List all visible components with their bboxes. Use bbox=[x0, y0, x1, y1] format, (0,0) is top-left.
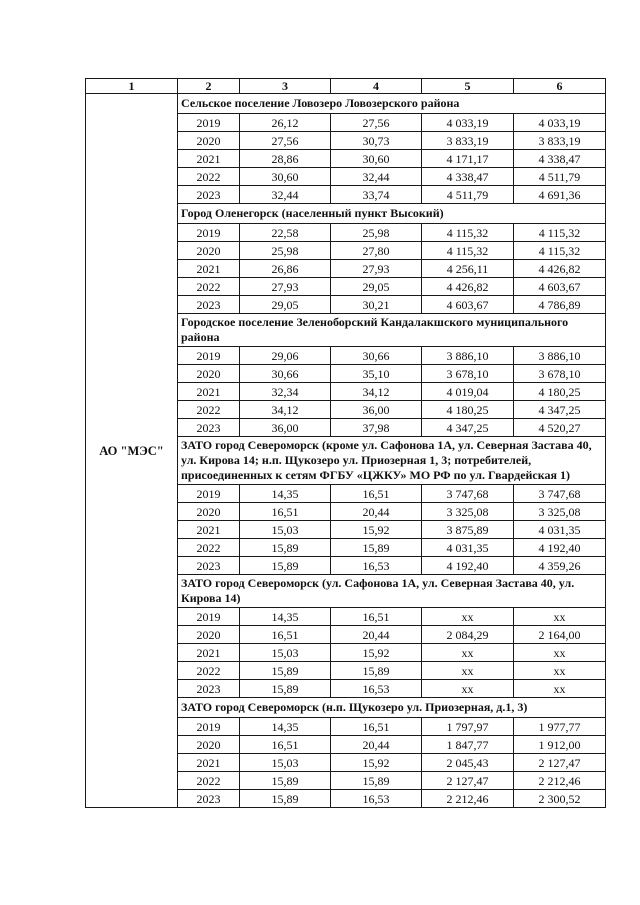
value-cell: 2 045,43 bbox=[422, 754, 514, 772]
value-cell: 16,51 bbox=[240, 503, 331, 521]
year-cell: 2019 bbox=[178, 347, 240, 365]
value-cell: 33,74 bbox=[331, 186, 422, 204]
year-cell: 2020 bbox=[178, 626, 240, 644]
value-cell: 15,92 bbox=[331, 754, 422, 772]
value-cell: 16,51 bbox=[331, 718, 422, 736]
value-cell: 4 338,47 bbox=[514, 150, 606, 168]
value-cell: 2 127,47 bbox=[514, 754, 606, 772]
value-cell: 4 786,89 bbox=[514, 296, 606, 314]
column-header: 2 bbox=[178, 79, 240, 94]
year-cell: 2019 bbox=[178, 114, 240, 132]
tariff-table bbox=[85, 78, 606, 808]
value-cell: 36,00 bbox=[331, 401, 422, 419]
value-cell: 37,98 bbox=[331, 419, 422, 437]
value-cell: 3 875,89 bbox=[422, 521, 514, 539]
column-header: 4 bbox=[331, 79, 422, 94]
value-cell: 4 180,25 bbox=[422, 401, 514, 419]
value-cell: 28,86 bbox=[240, 150, 331, 168]
value-cell: 2 212,46 bbox=[514, 772, 606, 790]
year-cell: 2021 bbox=[178, 383, 240, 401]
value-cell: 3 678,10 bbox=[422, 365, 514, 383]
value-cell: 4 426,82 bbox=[514, 260, 606, 278]
value-cell: 25,98 bbox=[240, 242, 331, 260]
value-cell: 4 347,25 bbox=[514, 401, 606, 419]
year-cell: 2021 bbox=[178, 644, 240, 662]
value-cell: 30,66 bbox=[331, 347, 422, 365]
year-cell: 2022 bbox=[178, 772, 240, 790]
year-cell: 2020 bbox=[178, 242, 240, 260]
value-cell: 20,44 bbox=[331, 736, 422, 754]
column-header: 6 bbox=[514, 79, 606, 94]
value-cell: 4 171,17 bbox=[422, 150, 514, 168]
value-cell: 4 511,79 bbox=[514, 168, 606, 186]
value-cell: 4 115,32 bbox=[422, 242, 514, 260]
value-cell: 15,89 bbox=[240, 790, 331, 808]
value-cell: 4 347,25 bbox=[422, 419, 514, 437]
value-cell: 15,89 bbox=[240, 557, 331, 575]
value-cell: 15,92 bbox=[331, 644, 422, 662]
value-cell: 30,66 bbox=[240, 365, 331, 383]
value-cell: 3 325,08 bbox=[422, 503, 514, 521]
value-cell: 1 977,77 bbox=[514, 718, 606, 736]
value-cell: хх bbox=[422, 680, 514, 698]
value-cell: 25,98 bbox=[331, 224, 422, 242]
year-cell: 2020 bbox=[178, 365, 240, 383]
year-cell: 2020 bbox=[178, 132, 240, 150]
section-title: ЗАТО город Североморск (ул. Сафонова 1А, ул. Северная Застава 40, ул. Кирова 14) bbox=[178, 575, 606, 608]
value-cell: 22,58 bbox=[240, 224, 331, 242]
year-cell: 2022 bbox=[178, 278, 240, 296]
value-cell: 15,89 bbox=[331, 539, 422, 557]
value-cell: 3 747,68 bbox=[514, 485, 606, 503]
value-cell: 4 115,32 bbox=[422, 224, 514, 242]
year-cell: 2023 bbox=[178, 419, 240, 437]
value-cell: 4 115,32 bbox=[514, 242, 606, 260]
value-cell: 3 747,68 bbox=[422, 485, 514, 503]
value-cell: 4 603,67 bbox=[514, 278, 606, 296]
value-cell: 4 019,04 bbox=[422, 383, 514, 401]
value-cell: 30,60 bbox=[240, 168, 331, 186]
value-cell: 34,12 bbox=[331, 383, 422, 401]
value-cell: 3 886,10 bbox=[514, 347, 606, 365]
year-cell: 2021 bbox=[178, 260, 240, 278]
value-cell: 14,35 bbox=[240, 718, 331, 736]
year-cell: 2023 bbox=[178, 186, 240, 204]
value-cell: 4 256,11 bbox=[422, 260, 514, 278]
year-cell: 2023 bbox=[178, 680, 240, 698]
value-cell: хх bbox=[422, 608, 514, 626]
value-cell: 34,12 bbox=[240, 401, 331, 419]
value-cell: хх bbox=[514, 680, 606, 698]
value-cell: 15,03 bbox=[240, 754, 331, 772]
year-cell: 2020 bbox=[178, 503, 240, 521]
value-cell: 3 325,08 bbox=[514, 503, 606, 521]
value-cell: 15,89 bbox=[240, 662, 331, 680]
value-cell: 15,89 bbox=[331, 662, 422, 680]
value-cell: 16,51 bbox=[331, 608, 422, 626]
section-title: Сельское поселение Ловозеро Ловозерского района bbox=[178, 94, 606, 114]
value-cell: 15,89 bbox=[240, 539, 331, 557]
value-cell: 4 192,40 bbox=[422, 557, 514, 575]
value-cell: 35,10 bbox=[331, 365, 422, 383]
value-cell: 30,73 bbox=[331, 132, 422, 150]
value-cell: 2 164,00 bbox=[514, 626, 606, 644]
column-header: 5 bbox=[422, 79, 514, 94]
year-cell: 2023 bbox=[178, 296, 240, 314]
organization-name: АО "МЭС" bbox=[86, 94, 178, 808]
value-cell: 14,35 bbox=[240, 485, 331, 503]
value-cell: 15,89 bbox=[240, 772, 331, 790]
column-header: 1 bbox=[86, 79, 178, 94]
value-cell: 14,35 bbox=[240, 608, 331, 626]
section-row bbox=[86, 94, 606, 114]
year-cell: 2019 bbox=[178, 224, 240, 242]
year-cell: 2023 bbox=[178, 557, 240, 575]
value-cell: 27,80 bbox=[331, 242, 422, 260]
year-cell: 2022 bbox=[178, 539, 240, 557]
value-cell: 1 912,00 bbox=[514, 736, 606, 754]
value-cell: 3 833,19 bbox=[514, 132, 606, 150]
value-cell: 16,51 bbox=[240, 736, 331, 754]
value-cell: 20,44 bbox=[331, 503, 422, 521]
value-cell: 4 338,47 bbox=[422, 168, 514, 186]
section-title: ЗАТО город Североморск (кроме ул. Сафонова 1А, ул. Северная Застава 40, ул. Кирова 14; н.п. Щукозеро ул. Приозерная 1, 3; потребителей, присоединенных к сетям ФГБУ «ЦЖКУ» МО РФ по ул. Гвардейская 1) bbox=[178, 437, 606, 485]
value-cell: 26,12 bbox=[240, 114, 331, 132]
value-cell: 4 033,19 bbox=[422, 114, 514, 132]
value-cell: 29,05 bbox=[331, 278, 422, 296]
value-cell: хх bbox=[514, 662, 606, 680]
value-cell: хх bbox=[514, 644, 606, 662]
value-cell: 4 603,67 bbox=[422, 296, 514, 314]
year-cell: 2021 bbox=[178, 521, 240, 539]
value-cell: 20,44 bbox=[331, 626, 422, 644]
value-cell: 27,56 bbox=[240, 132, 331, 150]
year-cell: 2019 bbox=[178, 718, 240, 736]
year-cell: 2022 bbox=[178, 401, 240, 419]
value-cell: 27,93 bbox=[240, 278, 331, 296]
value-cell: 27,56 bbox=[331, 114, 422, 132]
value-cell: 1 797,97 bbox=[422, 718, 514, 736]
section-title: ЗАТО город Североморск (н.п. Щукозеро ул. Приозерная, д.1, 3) bbox=[178, 698, 606, 718]
year-cell: 2022 bbox=[178, 168, 240, 186]
value-cell: 36,00 bbox=[240, 419, 331, 437]
value-cell: хх bbox=[422, 644, 514, 662]
value-cell: 4 359,26 bbox=[514, 557, 606, 575]
value-cell: 30,21 bbox=[331, 296, 422, 314]
value-cell: 3 833,19 bbox=[422, 132, 514, 150]
value-cell: 32,34 bbox=[240, 383, 331, 401]
value-cell: 15,89 bbox=[331, 772, 422, 790]
value-cell: 15,89 bbox=[240, 680, 331, 698]
year-cell: 2019 bbox=[178, 485, 240, 503]
value-cell: 1 847,77 bbox=[422, 736, 514, 754]
value-cell: 2 127,47 bbox=[422, 772, 514, 790]
value-cell: 16,51 bbox=[331, 485, 422, 503]
value-cell: хх bbox=[422, 662, 514, 680]
year-cell: 2021 bbox=[178, 754, 240, 772]
value-cell: 30,60 bbox=[331, 150, 422, 168]
value-cell: 4 192,40 bbox=[514, 539, 606, 557]
value-cell: 4 180,25 bbox=[514, 383, 606, 401]
value-cell: 27,93 bbox=[331, 260, 422, 278]
value-cell: 3 678,10 bbox=[514, 365, 606, 383]
value-cell: 29,05 bbox=[240, 296, 331, 314]
value-cell: 32,44 bbox=[331, 168, 422, 186]
year-cell: 2020 bbox=[178, 736, 240, 754]
column-header: 3 bbox=[240, 79, 331, 94]
value-cell: 4 426,82 bbox=[422, 278, 514, 296]
value-cell: 2 212,46 bbox=[422, 790, 514, 808]
value-cell: 4 511,79 bbox=[422, 186, 514, 204]
year-cell: 2023 bbox=[178, 790, 240, 808]
value-cell: 15,92 bbox=[331, 521, 422, 539]
section-title: Городское поселение Зеленоборский Кандалакшского муниципального района bbox=[178, 314, 606, 347]
year-cell: 2019 bbox=[178, 608, 240, 626]
section-title: Город Оленегорск (населенный пункт Высокий) bbox=[178, 204, 606, 224]
value-cell: 4 691,36 bbox=[514, 186, 606, 204]
value-cell: 15,03 bbox=[240, 644, 331, 662]
value-cell: хх bbox=[514, 608, 606, 626]
value-cell: 4 031,35 bbox=[514, 521, 606, 539]
value-cell: 2 300,52 bbox=[514, 790, 606, 808]
value-cell: 32,44 bbox=[240, 186, 331, 204]
value-cell: 4 033,19 bbox=[514, 114, 606, 132]
header-row bbox=[86, 79, 606, 94]
value-cell: 15,03 bbox=[240, 521, 331, 539]
value-cell: 16,53 bbox=[331, 680, 422, 698]
value-cell: 3 886,10 bbox=[422, 347, 514, 365]
value-cell: 16,53 bbox=[331, 790, 422, 808]
value-cell: 4 520,27 bbox=[514, 419, 606, 437]
value-cell: 16,53 bbox=[331, 557, 422, 575]
value-cell: 4 115,32 bbox=[514, 224, 606, 242]
value-cell: 29,06 bbox=[240, 347, 331, 365]
year-cell: 2021 bbox=[178, 150, 240, 168]
value-cell: 26,86 bbox=[240, 260, 331, 278]
value-cell: 2 084,29 bbox=[422, 626, 514, 644]
value-cell: 4 031,35 bbox=[422, 539, 514, 557]
value-cell: 16,51 bbox=[240, 626, 331, 644]
table-body bbox=[86, 94, 606, 808]
year-cell: 2022 bbox=[178, 662, 240, 680]
